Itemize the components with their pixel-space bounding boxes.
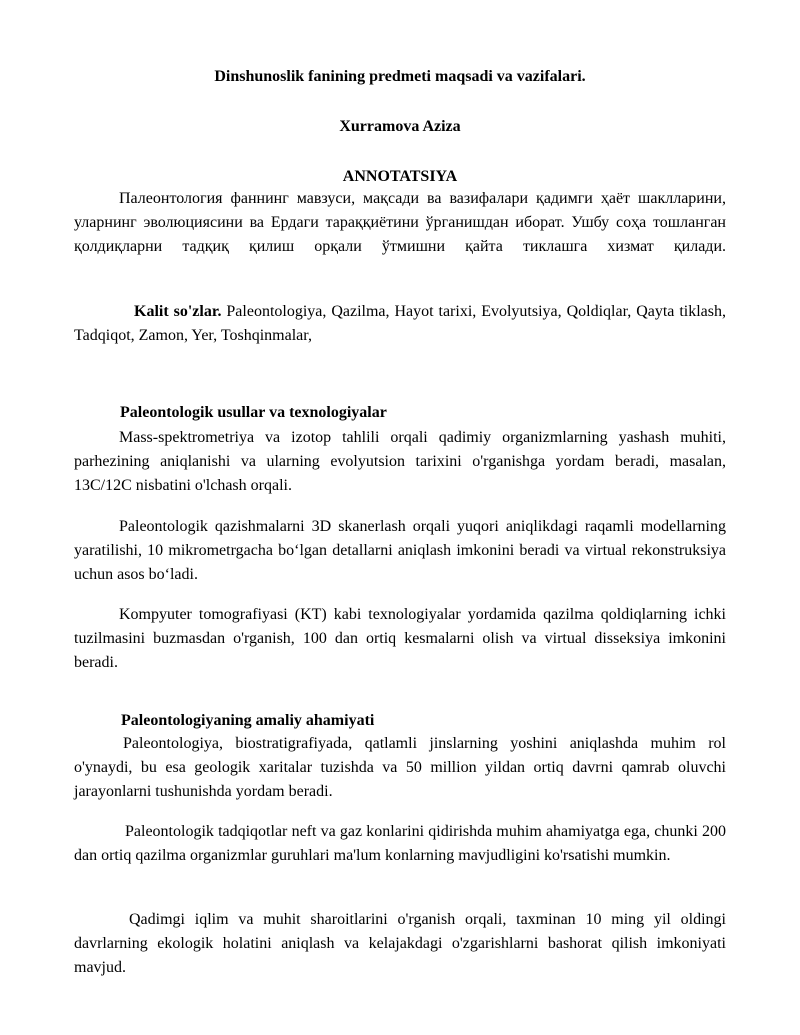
keywords-paragraph (74, 300, 726, 348)
document-title: Dinshunoslik fanining predmeti maqsadi va vazifalari. (214, 68, 586, 85)
keywords-list: Paleontologiya, Qazilma, Hayot tarixi, Evolyutsiya, Qoldiqlar, Qayta tiklash, Tadqiqot, Zamon, Yer, Toshqinmalar, (74, 303, 727, 345)
section-heading-practical: Paleontologiyaning amaliy ahamiyati (121, 712, 375, 729)
practical-paragraph-3: Qadimgi iqlim va muhit sharoitlarini o'rganish orqali, taxminan 10 ming yil oldingi davrlarning ekologik holatini aniqlash va kelajakdagi o'zgarishlarni bashorat qilish imkoniyati mavjud. (74, 911, 726, 977)
methods-paragraph-1: Mass-spektrometriya va izotop tahlili orqali qadimiy organizmlarning yashash muhiti, parhezining aniqlanishi va ularning evolyutsion tarixini o'rganishga yordam beradi, masalan, 13C/12C nisbatini o'lchash orqali. (74, 429, 726, 495)
keywords-label: Kalit so'zlar. (134, 303, 222, 320)
annotation-heading: ANNOTATSIYA (342, 168, 458, 185)
practical-paragraph-2: Paleontologik tadqiqotlar neft va gaz konlarini qidirishda muhim ahamiyatga ega, chunki 200 dan ortiq qazilma organizmlar guruhlari ma'lum konlarning mavjudligini ko'rsatishi mumkin. (74, 823, 726, 865)
author-name: Xurramova Aziza (339, 118, 461, 135)
methods-paragraph-2: Paleontologik qazishmalarni 3D skanerlash orqali yuqori aniqlikdagi raqamli modellarning yaratilishi, 10 mikrometrgacha bo‘lgan detallarni aniqlash imkonini beradi va virtual rekonstruksiya uchun asos bo‘ladi. (74, 518, 726, 584)
section-heading-methods: Paleontologik usullar va texnologiyalar (120, 404, 387, 421)
methods-paragraph-3: Kompyuter tomografiyasi (KT) kabi texnologiyalar yordamida qazilma qoldiqlarning ichki tuzilmasini buzmasdan o'rganish, 100 dan ortiq kesmalarni olish va virtual disseksiya imkonini beradi. (74, 606, 726, 672)
practical-paragraph-1: Paleontologiya, biostratigrafiyada, qatlamli jinslarning yoshini aniqlashda muhim rol o'ynaydi, bu esa geologik xaritalar tuzishda va 50 million yildan ortiq davrni qamrab oluvchi jarayonlarni tushunishda yordam beradi. (74, 735, 726, 801)
annotation-paragraph: Палеонтология фаннинг мавзуси, мақсади ва вазифалари қадимги ҳаёт шаклларини, уларнинг эволюциясини ва Ердаги тараққиётини ўрганишдан иборат. Ушбу соҳа тошланган қолдиқларни тадқиқ қилиш орқали ўтмишни қайта тиклашга хизмат қилади. (74, 190, 726, 256)
